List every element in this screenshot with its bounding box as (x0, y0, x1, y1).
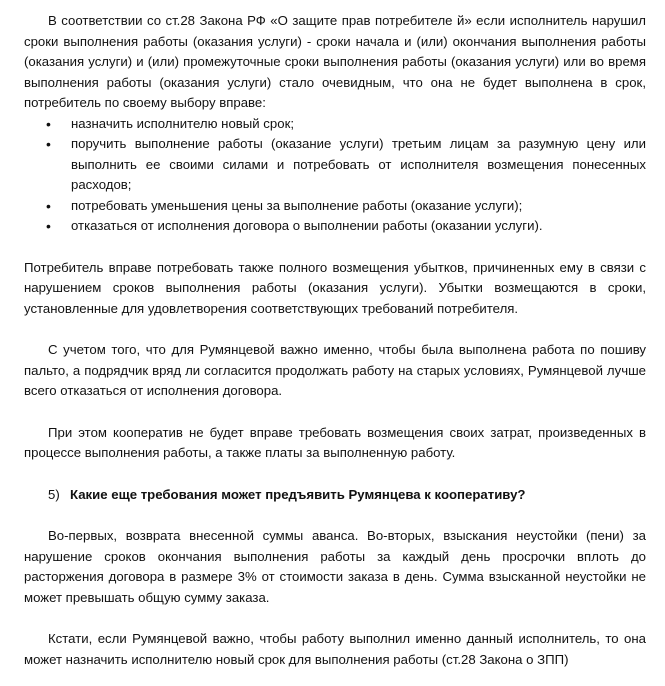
bullet-icon: • (46, 115, 51, 132)
paragraph-damages: Потребитель вправе потребовать также полного возмещения убытков, причиненных ему в связи с нарушением сроков выполнения работы (оказания услуги). Убытки возмещаются в сроки, установленные для удовлетворения соответствующих требований потребителя. (24, 259, 646, 316)
question-heading (24, 485, 646, 506)
paragraph-advance-penalty: Во-первых, возврата внесенной суммы аванса. Во-вторых, взыскания неустойки (пени) за нарушение сроков окончания выполнения работы за каждый день просрочки вплоть до расторжения договора в размере 3% от стоимости заказа в день. Сумма взысканной неустойки не может превышать общую сумму заказа. (24, 528, 646, 605)
paragraph-rumyantseva-advice: С учетом того, что для Румянцевой важно именно, чтобы была выполнена работа по пошиву пальто, а подрядчик вряд ли согласится продолжать работу на старых условиях, Румянцевой лучше всего отказаться от исполнения договора. (24, 342, 646, 398)
paragraph-new-deadline: Кстати, если Румянцевой важно, чтобы работу выполнил именно данный исполнитель, то она может назначить исполнителю новый срок для выполнения работы (ст.28 Закона о ЗПП) (24, 631, 646, 667)
bullet-icon: • (46, 197, 51, 214)
list-item (46, 196, 646, 217)
spacer (24, 402, 646, 423)
bullet-icon: • (46, 218, 51, 234)
question-number: 5) (48, 486, 60, 502)
list-item-text: поручить выполнение работы (оказание услуги) третьим лицам за разумную цену или выполнить ее своими силами и потребовать от исполнителя возмещения понесенных расходов; (71, 136, 646, 192)
spacer (24, 608, 646, 629)
rights-list (24, 114, 646, 237)
list-item (46, 134, 646, 196)
list-item (46, 114, 646, 135)
paragraph-cooperative-costs: При этом кооператив не будет вправе требовать возмещения своих затрат, произведенных в процессе выполнения работы, а также платы за выполненную работу. (24, 424, 646, 460)
list-item-text: отказаться от исполнения договора о выполнении работы (оказании услуги). (71, 218, 543, 233)
spacer (24, 505, 646, 526)
question-text: Какие еще требования может предъявить Румянцева к кооперативу? (70, 486, 526, 502)
paragraph-article-28: В соответствии со ст.28 Закона РФ «О защите прав потребителе й» если исполнитель нарушил сроки выполнения работы (оказания услуги) - сроки начала и (или) окончания выполнения работы (оказания услуги) и (или) промежуточные сроки выполнения работы (оказания услуги) или во время выполнения работы (оказания услуги) стало очевидным, что она не будет выполнена в срок, потребитель по своему выбору вправе: (24, 13, 646, 110)
spacer (24, 319, 646, 340)
list-item-text: назначить исполнителю новый срок; (71, 115, 295, 131)
list-item-text: потребовать уменьшения цены за выполнение работы (оказание услуги); (71, 197, 523, 213)
spacer (24, 464, 646, 485)
spacer (24, 237, 646, 258)
document-page (24, 11, 646, 670)
bullet-icon: • (46, 136, 51, 152)
list-item (46, 216, 646, 237)
